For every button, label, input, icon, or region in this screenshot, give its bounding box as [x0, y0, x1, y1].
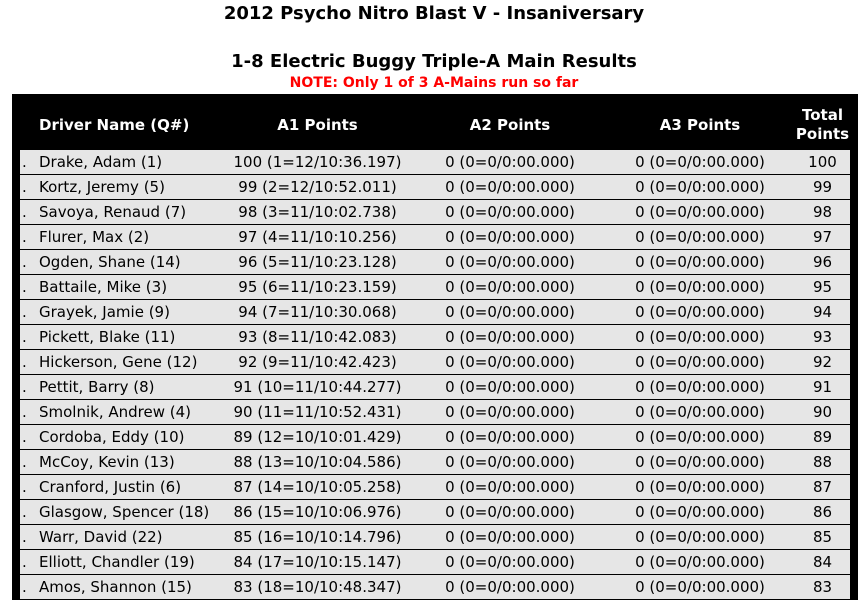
a2-points-cell: 0 (0=0/0:00.000) [415, 575, 605, 600]
a1-points-cell: 93 (8=11/10:42.083) [220, 325, 415, 350]
a3-points-cell: 0 (0=0/0:00.000) [605, 350, 795, 375]
a3-points-cell: 0 (0=0/0:00.000) [605, 425, 795, 450]
driver-name-cell [20, 550, 220, 575]
a3-points-cell: 0 (0=0/0:00.000) [605, 200, 795, 225]
driver-name-cell [20, 500, 220, 525]
driver-name: Drake, Adam (1) [39, 153, 163, 171]
total-points-cell: 84 [795, 550, 850, 575]
a2-points-cell: 0 (0=0/0:00.000) [415, 500, 605, 525]
table-row [20, 575, 850, 600]
total-points-cell: 99 [795, 175, 850, 200]
a1-points-cell: 84 (17=10/10:15.147) [220, 550, 415, 575]
driver-name: Flurer, Max (2) [39, 228, 150, 246]
table-row [20, 275, 850, 300]
total-points-cell: 89 [795, 425, 850, 450]
column-header-a3-points: A3 Points [659, 115, 741, 134]
a1-points-cell: 91 (10=11/10:44.277) [220, 375, 415, 400]
table-row [20, 500, 850, 525]
row-marker: . [22, 403, 27, 421]
a2-points-cell: 0 (0=0/0:00.000) [415, 225, 605, 250]
a3-points-cell: 0 (0=0/0:00.000) [605, 525, 795, 550]
a1-points-cell: 88 (13=10/10:04.586) [220, 450, 415, 475]
row-marker: . [22, 178, 27, 196]
row-marker: . [22, 378, 27, 396]
a2-points-cell: 0 (0=0/0:00.000) [415, 550, 605, 575]
row-marker: . [22, 528, 27, 546]
a1-points-cell: 99 (2=12/10:52.011) [220, 175, 415, 200]
table-row [20, 200, 850, 225]
results-table-container [12, 94, 858, 600]
a2-points-cell: 0 (0=0/0:00.000) [415, 475, 605, 500]
a2-points-cell: 0 (0=0/0:00.000) [415, 275, 605, 300]
table-row [20, 350, 850, 375]
a3-points-cell: 0 (0=0/0:00.000) [605, 300, 795, 325]
a2-points-cell: 0 (0=0/0:00.000) [415, 525, 605, 550]
driver-name: Savoya, Renaud (7) [39, 203, 187, 221]
a2-points-cell: 0 (0=0/0:00.000) [415, 375, 605, 400]
driver-name: Smolnik, Andrew (4) [39, 403, 192, 421]
a2-points-cell: 0 (0=0/0:00.000) [415, 150, 605, 175]
total-points-cell: 97 [795, 225, 850, 250]
results-table-body [20, 150, 850, 600]
total-points-cell: 96 [795, 250, 850, 275]
page-subtitle: 1-8 Electric Buggy Triple-A Main Results [231, 51, 637, 72]
a2-points-cell: 0 (0=0/0:00.000) [415, 350, 605, 375]
total-points-cell: 86 [795, 500, 850, 525]
a1-points-cell: 95 (6=11/10:23.159) [220, 275, 415, 300]
table-row [20, 400, 850, 425]
row-marker: . [22, 328, 27, 346]
results-note: NOTE: Only 1 of 3 A-Mains run so far [289, 75, 579, 91]
a3-points-cell: 0 (0=0/0:00.000) [605, 325, 795, 350]
driver-name-cell [20, 350, 220, 375]
a2-points-cell: 0 (0=0/0:00.000) [415, 175, 605, 200]
total-points-cell: 85 [795, 525, 850, 550]
a2-points-cell: 0 (0=0/0:00.000) [415, 300, 605, 325]
total-points-cell: 98 [795, 200, 850, 225]
driver-name-cell [20, 325, 220, 350]
column-header-total-points [795, 100, 850, 150]
driver-name-cell [20, 425, 220, 450]
a3-points-cell: 0 (0=0/0:00.000) [605, 275, 795, 300]
row-marker: . [22, 303, 27, 321]
driver-name: Amos, Shannon (15) [39, 578, 192, 596]
a3-points-cell: 0 (0=0/0:00.000) [605, 150, 795, 175]
total-points-cell: 93 [795, 325, 850, 350]
a3-points-cell: 0 (0=0/0:00.000) [605, 400, 795, 425]
table-row [20, 550, 850, 575]
driver-name-cell [20, 300, 220, 325]
total-points-cell: 90 [795, 400, 850, 425]
total-points-cell: 88 [795, 450, 850, 475]
row-marker: . [22, 578, 27, 596]
total-points-cell: 95 [795, 275, 850, 300]
a1-points-cell: 87 (14=10/10:05.258) [220, 475, 415, 500]
total-points-cell: 91 [795, 375, 850, 400]
driver-name-cell [20, 200, 220, 225]
driver-name: Cordoba, Eddy (10) [39, 428, 185, 446]
table-row [20, 325, 850, 350]
row-marker: . [22, 428, 27, 446]
a1-points-cell: 96 (5=11/10:23.128) [220, 250, 415, 275]
row-marker: . [22, 553, 27, 571]
driver-name-cell [20, 275, 220, 300]
total-points-cell: 94 [795, 300, 850, 325]
a1-points-cell: 89 (12=10/10:01.429) [220, 425, 415, 450]
a1-points-cell: 90 (11=11/10:52.431) [220, 400, 415, 425]
a1-points-cell: 86 (15=10/10:06.976) [220, 500, 415, 525]
row-marker: . [22, 453, 27, 471]
table-row [20, 150, 850, 175]
a2-points-cell: 0 (0=0/0:00.000) [415, 325, 605, 350]
column-header-total-line2: Points [795, 125, 850, 143]
table-row [20, 450, 850, 475]
a3-points-cell: 0 (0=0/0:00.000) [605, 475, 795, 500]
column-header-total-line1: Total [802, 106, 843, 124]
a2-points-cell: 0 (0=0/0:00.000) [415, 425, 605, 450]
total-points-cell: 92 [795, 350, 850, 375]
driver-name-cell [20, 250, 220, 275]
driver-name: Ogden, Shane (14) [39, 253, 181, 271]
driver-name-cell [20, 575, 220, 600]
results-table [20, 100, 850, 600]
column-header-a2-points: A2 Points [469, 115, 551, 134]
driver-name-cell [20, 400, 220, 425]
a3-points-cell: 0 (0=0/0:00.000) [605, 375, 795, 400]
driver-name-cell [20, 150, 220, 175]
row-marker: . [22, 253, 27, 271]
total-points-cell: 83 [795, 575, 850, 600]
a1-points-cell: 83 (18=10/10:48.347) [220, 575, 415, 600]
page-title: 2012 Psycho Nitro Blast V - Insaniversary [223, 3, 645, 24]
table-header-row [20, 100, 850, 150]
a3-points-cell: 0 (0=0/0:00.000) [605, 225, 795, 250]
driver-name: Hickerson, Gene (12) [39, 353, 198, 371]
row-marker: . [22, 353, 27, 371]
column-header-a1-points: A1 Points [277, 115, 358, 134]
row-marker: . [22, 153, 27, 171]
row-marker: . [22, 228, 27, 246]
a1-points-cell: 98 (3=11/10:02.738) [220, 200, 415, 225]
driver-name-cell [20, 475, 220, 500]
a2-points-cell: 0 (0=0/0:00.000) [415, 400, 605, 425]
driver-name-cell [20, 525, 220, 550]
a2-points-cell: 0 (0=0/0:00.000) [415, 200, 605, 225]
driver-name: Glasgow, Spencer (18) [39, 503, 210, 521]
driver-name: Elliott, Chandler (19) [39, 553, 195, 571]
row-marker: . [22, 203, 27, 221]
table-row [20, 225, 850, 250]
driver-name-cell [20, 450, 220, 475]
table-row [20, 475, 850, 500]
table-row [20, 175, 850, 200]
total-points-cell: 87 [795, 475, 850, 500]
a1-points-cell: 100 (1=12/10:36.197) [220, 150, 415, 175]
driver-name-cell [20, 175, 220, 200]
column-header-driver-name: Driver Name (Q#) [39, 115, 190, 134]
a3-points-cell: 0 (0=0/0:00.000) [605, 250, 795, 275]
row-marker: . [22, 478, 27, 496]
a1-points-cell: 94 (7=11/10:30.068) [220, 300, 415, 325]
table-row [20, 425, 850, 450]
a1-points-cell: 97 (4=11/10:10.256) [220, 225, 415, 250]
driver-name: Pettit, Barry (8) [39, 378, 155, 396]
a2-points-cell: 0 (0=0/0:00.000) [415, 250, 605, 275]
a1-points-cell: 92 (9=11/10:42.423) [220, 350, 415, 375]
total-points-cell: 100 [795, 150, 850, 175]
a3-points-cell: 0 (0=0/0:00.000) [605, 550, 795, 575]
table-row [20, 375, 850, 400]
row-marker: . [22, 503, 27, 521]
row-marker: . [22, 278, 27, 296]
table-row [20, 250, 850, 275]
table-row [20, 300, 850, 325]
a1-points-cell: 85 (16=10/10:14.796) [220, 525, 415, 550]
driver-name: Cranford, Justin (6) [39, 478, 182, 496]
driver-name: McCoy, Kevin (13) [39, 453, 175, 471]
driver-name: Grayek, Jamie (9) [39, 303, 170, 321]
a3-points-cell: 0 (0=0/0:00.000) [605, 575, 795, 600]
driver-name: Pickett, Blake (11) [39, 328, 176, 346]
table-row [20, 525, 850, 550]
a3-points-cell: 0 (0=0/0:00.000) [605, 450, 795, 475]
a2-points-cell: 0 (0=0/0:00.000) [415, 450, 605, 475]
driver-name: Kortz, Jeremy (5) [39, 178, 165, 196]
a3-points-cell: 0 (0=0/0:00.000) [605, 175, 795, 200]
driver-name: Battaile, Mike (3) [39, 278, 168, 296]
driver-name-cell [20, 225, 220, 250]
driver-name-cell [20, 375, 220, 400]
a3-points-cell: 0 (0=0/0:00.000) [605, 500, 795, 525]
driver-name: Warr, David (22) [39, 528, 163, 546]
